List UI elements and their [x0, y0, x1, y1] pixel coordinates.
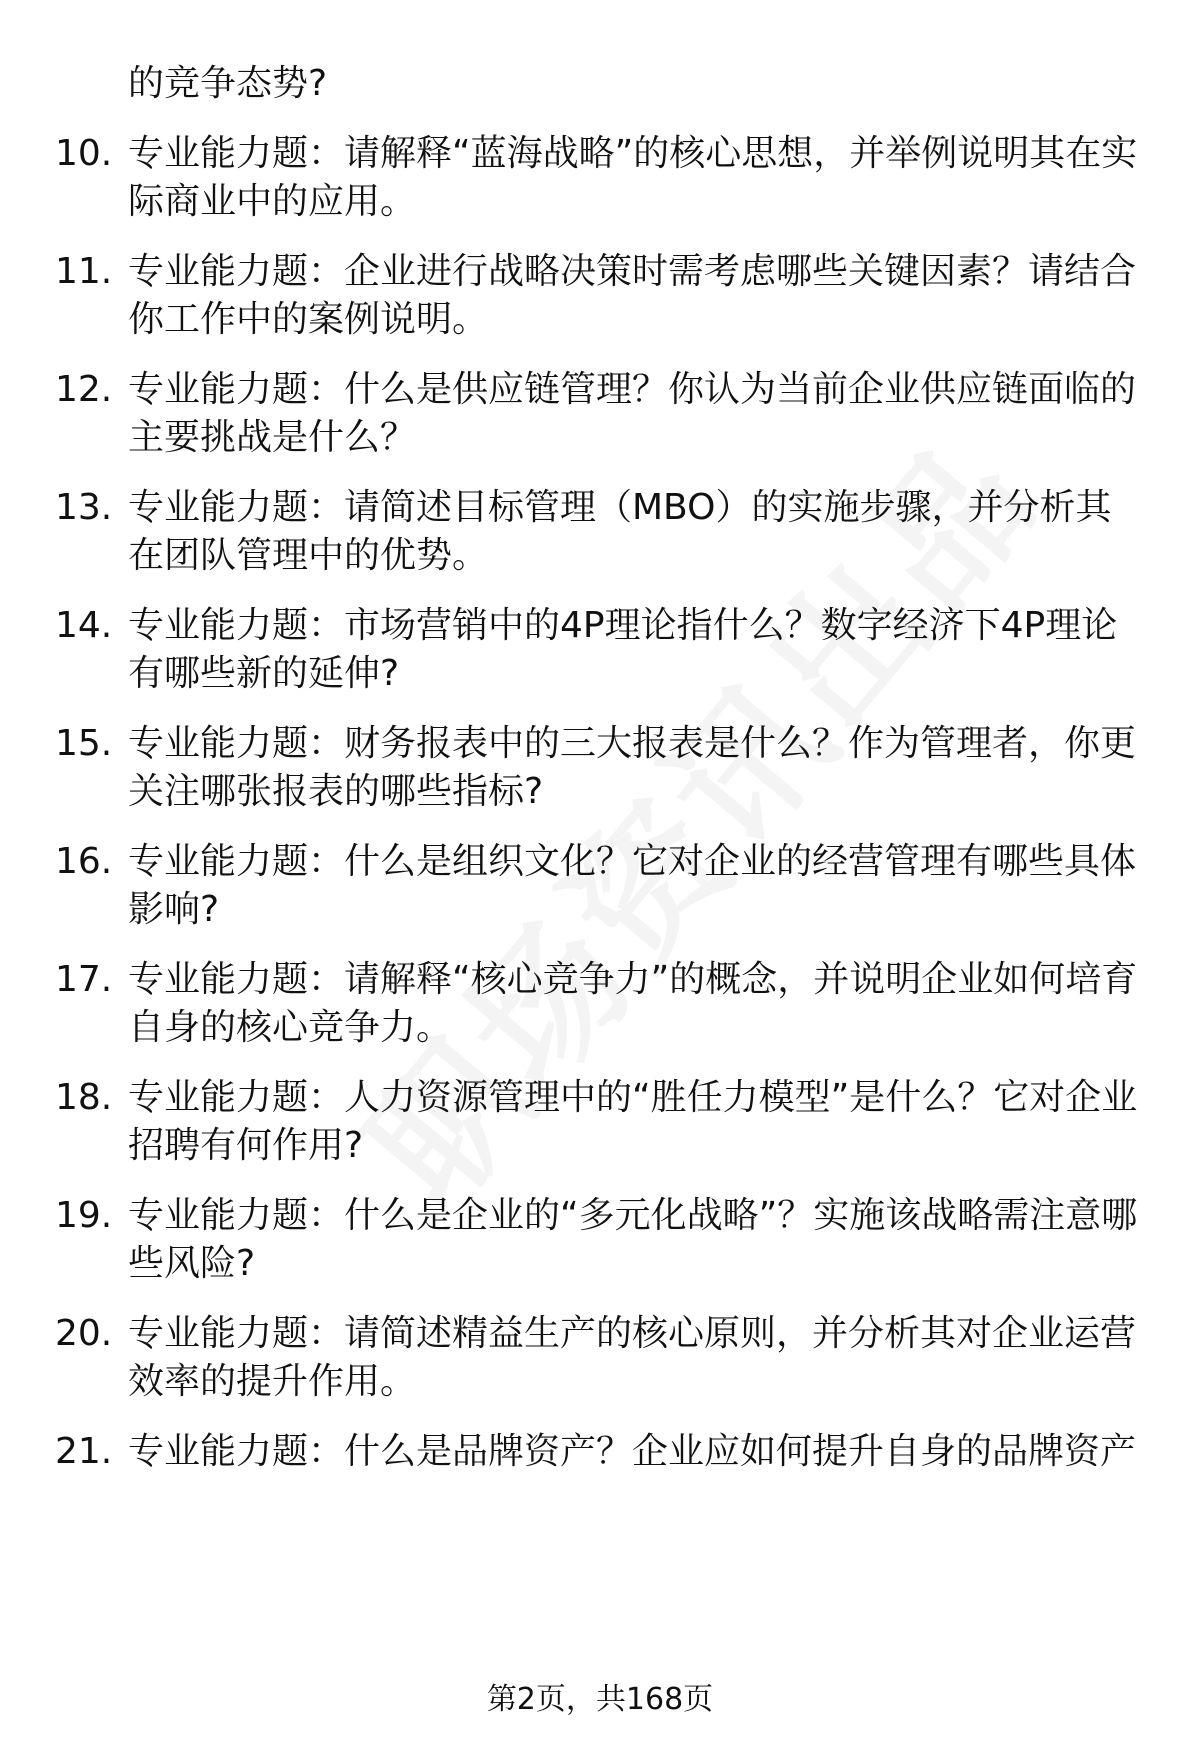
question-text: 专业能力题：人力资源管理中的“胜任力模型”是什么？它对企业招聘有何作用?: [128, 1077, 1138, 1166]
question-item: [55, 956, 1145, 1052]
page-footer: 第2页，共168页: [486, 1682, 714, 1717]
question-item: [55, 1074, 1145, 1170]
question-number: 20.: [55, 1313, 113, 1354]
question-item: [55, 484, 1145, 580]
question-item: [55, 1428, 1145, 1476]
question-number: 15.: [55, 723, 113, 764]
question-text: 专业能力题：请简述精益生产的核心原则，并分析其对企业运营效率的提升作用。: [128, 1313, 1137, 1402]
question-text: 专业能力题：什么是供应链管理？你认为当前企业供应链面临的主要挑战是什么？: [128, 369, 1137, 458]
question-item: [55, 248, 1145, 344]
question-number: 16.: [55, 841, 113, 882]
question-text: 专业能力题：什么是品牌资产？企业应如何提升自身的品牌资产: [128, 1431, 1137, 1472]
question-number: 10.: [55, 133, 113, 174]
question-number: 13.: [55, 487, 113, 528]
question-text: 专业能力题：什么是组织文化？它对企业的经营管理有哪些具体影响?: [128, 841, 1137, 930]
question-item: [55, 838, 1145, 934]
question-number: 19.: [55, 1195, 113, 1236]
question-number: 11.: [55, 251, 113, 292]
question-text: 专业能力题：财务报表中的三大报表是什么？作为管理者，你更关注哪张报表的哪些指标?: [128, 723, 1137, 812]
question-text: 专业能力题：请简述目标管理（MBO）的实施步骤，并分析其在团队管理中的优势。: [128, 487, 1112, 576]
question-item: [55, 366, 1145, 462]
question-text: 专业能力题：什么是企业的“多元化战略”？实施该战略需注意哪些风险?: [128, 1195, 1138, 1284]
question-number: 12.: [55, 369, 113, 410]
question-text: 专业能力题：市场营销中的4P理论指什么？数字经济下4P理论有哪些新的延伸?: [128, 605, 1118, 694]
question-item: [55, 602, 1145, 698]
question-item: [55, 720, 1145, 816]
continuation-text: 的竞争态势?: [128, 63, 328, 104]
question-number: 14.: [55, 605, 113, 646]
question-item: [55, 1192, 1145, 1288]
question-number: 18.: [55, 1077, 113, 1118]
question-item: [55, 130, 1145, 226]
question-text: 专业能力题：请解释“蓝海战略”的核心思想，并举例说明其在实际商业中的应用。: [128, 133, 1138, 222]
question-number: 17.: [55, 959, 113, 1000]
question-item: [55, 1310, 1145, 1406]
question-number: 21.: [55, 1431, 113, 1472]
question-text: 专业能力题：企业进行战略决策时需考虑哪些关键因素？请结合你工作中的案例说明。: [128, 251, 1137, 340]
question-text: 专业能力题：请解释“核心竞争力”的概念，并说明企业如何培育自身的核心竞争力。: [128, 959, 1138, 1048]
